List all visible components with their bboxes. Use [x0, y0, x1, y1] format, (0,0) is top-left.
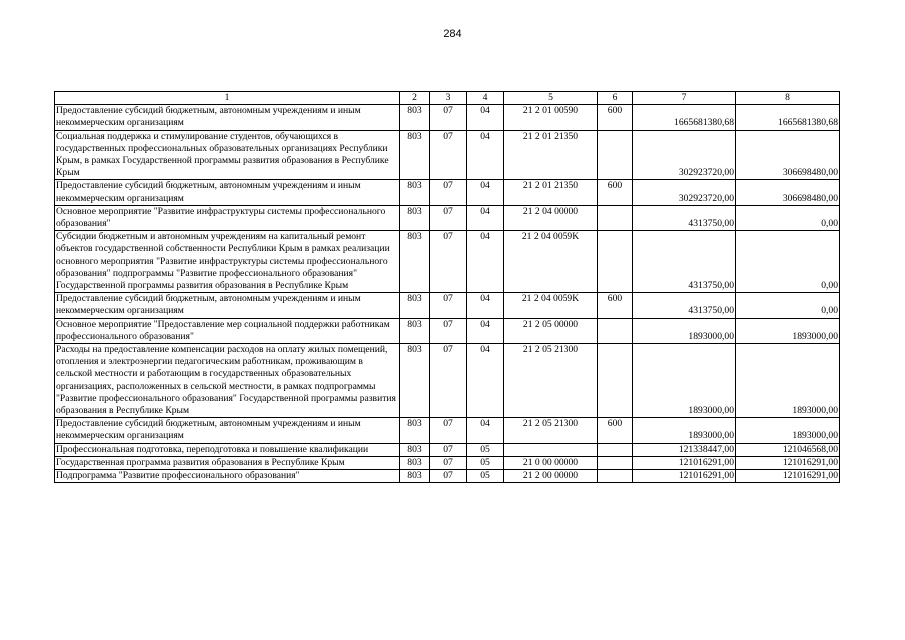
row-sum-year1: 1893000,00 [633, 318, 736, 343]
row-sum-year2: 121016291,00 [736, 456, 840, 469]
row-expense-type: 600 [598, 180, 633, 205]
row-expense-type [598, 443, 633, 456]
row-name: Основное мероприятие "Развитие инфраструктуры системы профессионального образования" [55, 205, 400, 230]
row-name: Субсидии бюджетным и автономным учреждениям на капитальный ремонт объектов государственной собственности Республики Крым в рамках реализации основного мероприятия "Развитие инфраструктуры системы профессионального образования" подпрограммы "Развитие профессионального образования" Государственной программы развития образования в Республике Крым [55, 231, 400, 293]
row-subsection: 04 [467, 180, 504, 205]
row-name: Расходы на предоставление компенсации расходов на оплату жилых помещений, отопления и электроэнергии педагогическим работникам, проживающим в сельской местности и работающим в государственных образовательных организациях, расположенных в сельской местности, в рамках подпрограммы "Развитие профессионального образования" Государственной программы развития образования в Республике Крым [55, 344, 400, 418]
row-sum-year2: 0,00 [736, 205, 840, 230]
budget-table [54, 91, 840, 483]
col-header-target-article: 5 [504, 92, 598, 105]
table-row [55, 344, 840, 418]
row-name: Предоставление субсидий бюджетным, автономным учреждениям и иным некоммерческим организациям [55, 180, 400, 205]
col-header-section: 3 [430, 92, 467, 105]
row-sum-year2: 0,00 [736, 293, 840, 318]
row-target-article: 21 2 01 21350 [504, 180, 598, 205]
row-grbs: 803 [400, 443, 430, 456]
row-target-article: 21 2 00 00000 [504, 470, 598, 483]
row-subsection: 04 [467, 105, 504, 130]
row-target-article: 21 2 05 21300 [504, 418, 598, 443]
row-section: 07 [430, 105, 467, 130]
row-section: 07 [430, 293, 467, 318]
row-grbs: 803 [400, 470, 430, 483]
row-name: Профессиональная подготовка, переподготовка и повышение квалификации [55, 443, 400, 456]
col-header-name: 1 [55, 92, 400, 105]
row-name: Предоставление субсидий бюджетным, автономным учреждениям и иным некоммерческим организациям [55, 418, 400, 443]
row-section: 07 [430, 418, 467, 443]
table-row [55, 456, 840, 469]
row-target-article: 21 2 05 21300 [504, 344, 598, 418]
row-sum-year2: 306698480,00 [736, 180, 840, 205]
row-sum-year1: 4313750,00 [633, 231, 736, 293]
table-row [55, 470, 840, 483]
row-section: 07 [430, 231, 467, 293]
col-header-grbs: 2 [400, 92, 430, 105]
row-subsection: 05 [467, 470, 504, 483]
row-subsection: 04 [467, 231, 504, 293]
row-expense-type [598, 470, 633, 483]
row-sum-year1: 302923720,00 [633, 130, 736, 180]
row-sum-year1: 4313750,00 [633, 293, 736, 318]
row-grbs: 803 [400, 418, 430, 443]
row-target-article: 21 2 04 0059K [504, 231, 598, 293]
row-sum-year2: 1665681380,68 [736, 105, 840, 130]
row-sum-year1: 121016291,00 [633, 470, 736, 483]
table-row [55, 443, 840, 456]
row-subsection: 04 [467, 418, 504, 443]
row-name: Социальная поддержка и стимулирование студентов, обучающихся в государственных профессиональных образовательных организациях Республики Крым, в рамках Государственной программы развития образования в Республике Крым [55, 130, 400, 180]
row-subsection: 04 [467, 344, 504, 418]
row-expense-type [598, 231, 633, 293]
row-section: 07 [430, 318, 467, 343]
row-expense-type: 600 [598, 418, 633, 443]
row-expense-type [598, 205, 633, 230]
row-subsection: 04 [467, 318, 504, 343]
table-row [55, 231, 840, 293]
row-sum-year2: 306698480,00 [736, 130, 840, 180]
row-grbs: 803 [400, 231, 430, 293]
row-sum-year1: 302923720,00 [633, 180, 736, 205]
row-grbs: 803 [400, 205, 430, 230]
table-row [55, 293, 840, 318]
row-section: 07 [430, 443, 467, 456]
row-name: Предоставление субсидий бюджетным, автономным учреждениям и иным некоммерческим организациям [55, 293, 400, 318]
row-target-article: 21 2 05 00000 [504, 318, 598, 343]
row-subsection: 04 [467, 205, 504, 230]
col-header-subsection: 4 [467, 92, 504, 105]
row-subsection: 05 [467, 443, 504, 456]
row-expense-type: 600 [598, 105, 633, 130]
row-section: 07 [430, 344, 467, 418]
row-grbs: 803 [400, 318, 430, 343]
table-row [55, 180, 840, 205]
row-sum-year1: 121338447,00 [633, 443, 736, 456]
row-grbs: 803 [400, 105, 430, 130]
table-row [55, 318, 840, 343]
row-expense-type [598, 344, 633, 418]
row-grbs: 803 [400, 130, 430, 180]
row-grbs: 803 [400, 456, 430, 469]
row-sum-year1: 4313750,00 [633, 205, 736, 230]
col-header-sum-year1: 7 [633, 92, 736, 105]
row-sum-year2: 121016291,00 [736, 470, 840, 483]
row-target-article: 21 2 01 21350 [504, 130, 598, 180]
row-sum-year2: 1893000,00 [736, 344, 840, 418]
row-name: Предоставление субсидий бюджетным, автономным учреждениям и иным некоммерческим организациям [55, 105, 400, 130]
row-expense-type [598, 318, 633, 343]
row-sum-year2: 0,00 [736, 231, 840, 293]
col-header-sum-year2: 8 [736, 92, 840, 105]
row-grbs: 803 [400, 293, 430, 318]
row-sum-year1: 1893000,00 [633, 344, 736, 418]
row-section: 07 [430, 456, 467, 469]
table-row [55, 418, 840, 443]
row-name: Основное мероприятие "Предоставление мер социальной поддержки работникам профессионального образования" [55, 318, 400, 343]
row-expense-type [598, 130, 633, 180]
col-header-expense-type: 6 [598, 92, 633, 105]
row-expense-type [598, 456, 633, 469]
table-row [55, 205, 840, 230]
table-header-row [55, 92, 840, 105]
row-expense-type: 600 [598, 293, 633, 318]
table-row [55, 130, 840, 180]
row-sum-year1: 1893000,00 [633, 418, 736, 443]
row-subsection: 04 [467, 130, 504, 180]
row-grbs: 803 [400, 180, 430, 205]
page-number: 284 [443, 28, 462, 40]
row-subsection: 04 [467, 293, 504, 318]
row-sum-year2: 121046568,00 [736, 443, 840, 456]
row-subsection: 05 [467, 456, 504, 469]
row-section: 07 [430, 205, 467, 230]
row-target-article: 21 2 04 0059K [504, 293, 598, 318]
row-sum-year1: 121016291,00 [633, 456, 736, 469]
row-target-article [504, 443, 598, 456]
row-name: Государственная программа развития образования в Республике Крым [55, 456, 400, 469]
row-section: 07 [430, 180, 467, 205]
row-section: 07 [430, 130, 467, 180]
row-sum-year2: 1893000,00 [736, 418, 840, 443]
table-row [55, 105, 840, 130]
row-target-article: 21 2 01 00590 [504, 105, 598, 130]
row-target-article: 21 2 04 00000 [504, 205, 598, 230]
row-sum-year2: 1893000,00 [736, 318, 840, 343]
row-sum-year1: 1665681380,68 [633, 105, 736, 130]
row-section: 07 [430, 470, 467, 483]
row-name: Подпрограмма "Развитие профессионального образования" [55, 470, 400, 483]
row-target-article: 21 0 00 00000 [504, 456, 598, 469]
row-grbs: 803 [400, 344, 430, 418]
